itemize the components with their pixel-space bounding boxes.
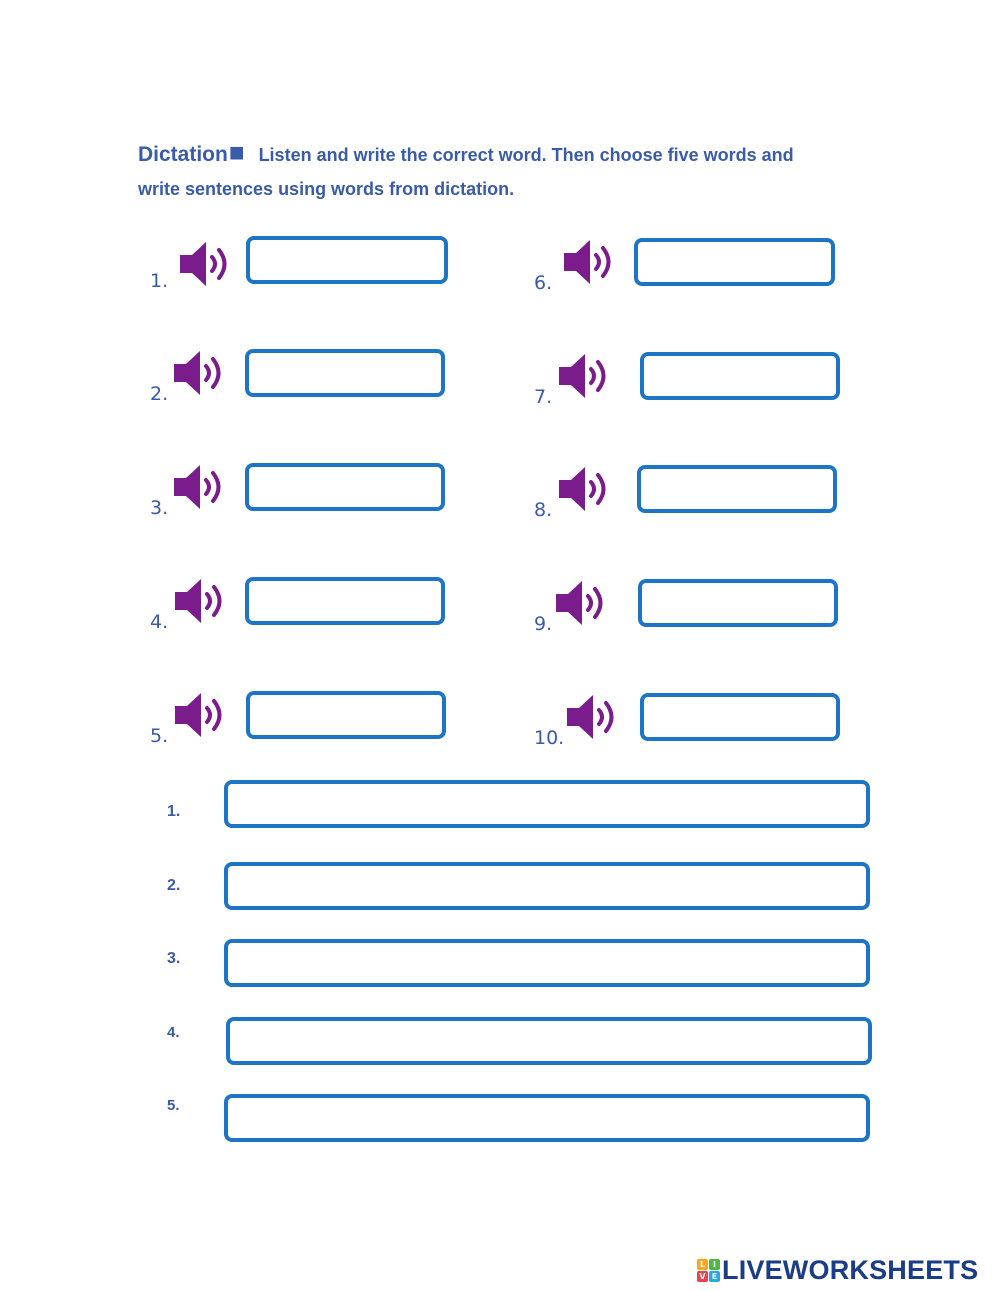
sentence-item-1 [160, 780, 872, 828]
speaker-icon[interactable] [557, 352, 613, 400]
answer-input[interactable] [246, 236, 448, 284]
logo-tile: V [697, 1271, 708, 1282]
speaker-icon[interactable] [173, 577, 229, 625]
dictation-item-4 [150, 577, 450, 633]
answer-input[interactable] [640, 693, 840, 741]
sentence-input[interactable] [224, 939, 870, 987]
answer-input[interactable] [637, 465, 837, 513]
speaker-icon[interactable] [172, 349, 228, 397]
liveworksheets-logo [697, 1255, 978, 1285]
item-number: 6. [534, 272, 553, 294]
speaker-icon[interactable] [173, 691, 229, 739]
speaker-icon[interactable] [178, 240, 234, 288]
answer-input[interactable] [638, 579, 838, 627]
sentence-input[interactable] [224, 780, 870, 828]
dictation-item-3 [150, 463, 450, 519]
answer-input[interactable] [245, 463, 445, 511]
logo-tiles [697, 1259, 720, 1282]
answer-input[interactable] [640, 352, 840, 400]
item-number: 8. [534, 499, 553, 521]
sentence-number: 1. [167, 803, 181, 820]
instruction-line-2: write sentences using words from dictation. [138, 179, 515, 199]
sentence-number: 5. [167, 1097, 180, 1114]
speaker-icon[interactable] [554, 579, 610, 627]
item-number: 5. [150, 725, 169, 747]
item-number: 4. [150, 611, 169, 633]
dictation-item-10 [534, 693, 840, 749]
instruction-line-1: Listen and write the correct word. Then choose five words and [258, 145, 794, 165]
dictation-item-7 [534, 352, 840, 408]
sentence-item-5 [160, 1094, 872, 1142]
answer-input[interactable] [634, 238, 835, 286]
sentence-input[interactable] [224, 1094, 870, 1142]
item-number: 7. [534, 386, 553, 408]
answer-input[interactable] [245, 349, 445, 397]
logo-wordmark: LIVEWORKSHEETS [722, 1255, 979, 1285]
dictation-heading: Dictation [138, 143, 228, 166]
dictation-item-1 [150, 236, 450, 292]
dictation-item-9 [534, 579, 840, 635]
sentence-item-2 [160, 862, 872, 910]
sentence-number: 2. [167, 877, 181, 894]
sentence-input[interactable] [226, 1017, 872, 1065]
sentence-item-4 [160, 1017, 872, 1065]
speaker-icon[interactable] [565, 693, 621, 741]
dictation-item-5 [150, 691, 450, 747]
sentence-number: 3. [167, 950, 181, 967]
speaker-icon[interactable] [562, 238, 618, 286]
item-number: 3. [150, 497, 169, 519]
dictation-item-2 [150, 349, 450, 405]
sentence-item-3 [160, 939, 872, 987]
item-number: 9. [534, 613, 553, 635]
item-number: 2. [150, 383, 169, 405]
logo-tile: E [709, 1271, 720, 1282]
heading-square-mark: ■ [228, 137, 245, 167]
answer-input[interactable] [245, 577, 445, 625]
item-number: 1. [150, 270, 169, 292]
dictation-item-8 [534, 465, 840, 521]
logo-tile: L [697, 1259, 708, 1270]
sentence-number: 4. [167, 1024, 180, 1041]
speaker-icon[interactable] [172, 463, 228, 511]
sentence-input[interactable] [224, 862, 870, 910]
dictation-item-6 [534, 238, 840, 294]
answer-input[interactable] [246, 691, 446, 739]
instructions [138, 135, 878, 206]
logo-tile: I [709, 1259, 720, 1270]
speaker-icon[interactable] [557, 465, 613, 513]
item-number: 10. [534, 727, 565, 749]
